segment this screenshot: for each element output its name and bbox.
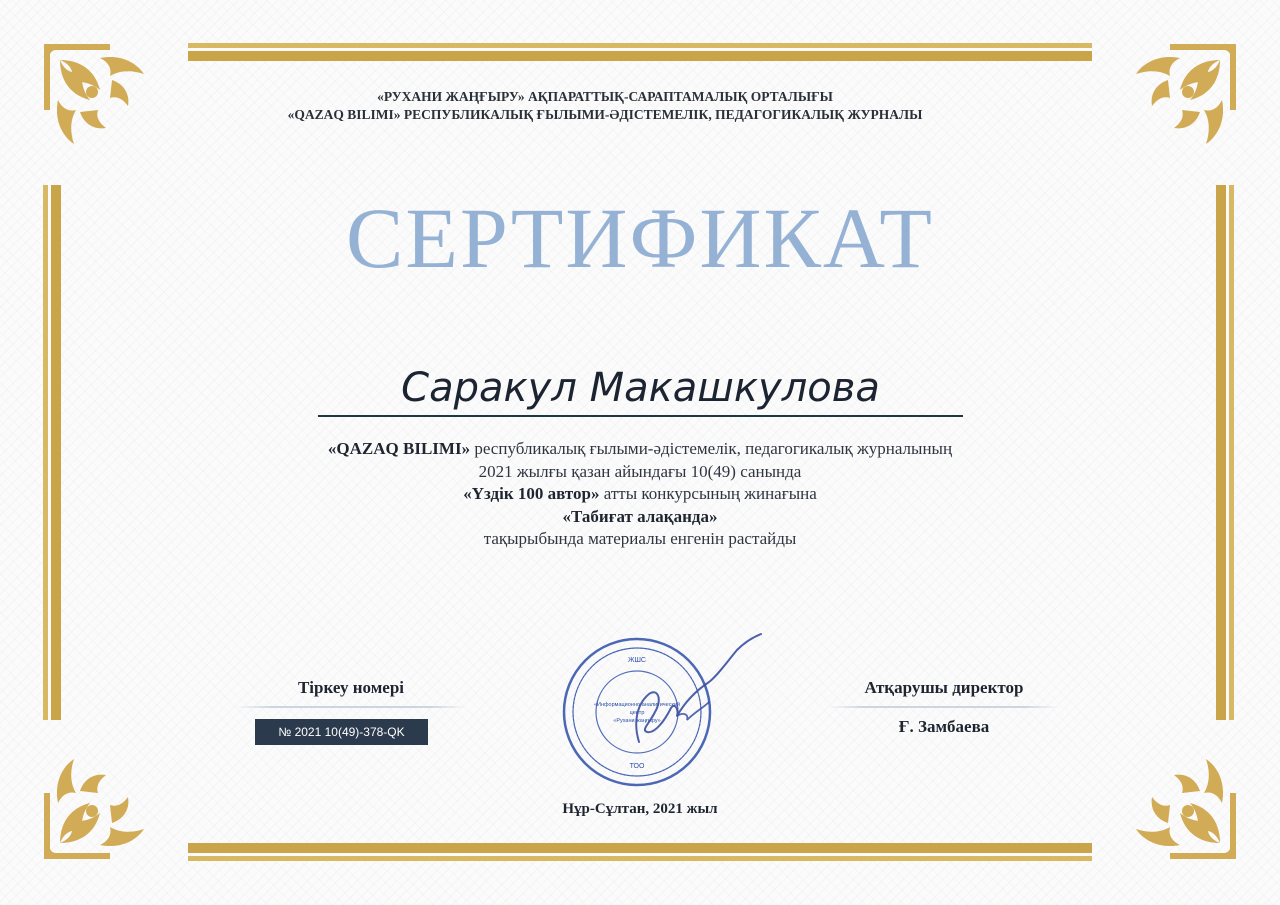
director-divider (828, 706, 1060, 708)
stamp-center-line-2: центр (629, 710, 645, 716)
recipient-name: Саракул Макашкулова (401, 365, 880, 411)
recipient-underline (318, 415, 963, 417)
registration-number-badge: № 2021 10(49)-378-QK (255, 719, 428, 745)
material-topic: «Табиғат алақанда» (562, 506, 718, 526)
frame-top-bar (188, 43, 1092, 61)
registration-divider (236, 706, 466, 708)
frame-bottom-bar (188, 843, 1092, 861)
contest-name: «Үздік 100 автор» (463, 484, 600, 503)
city-year: Нұр-Сұлтан, 2021 жыл (562, 801, 718, 817)
stamp-top-text: ЖШС (628, 657, 646, 664)
ornament-corner-icon (1115, 738, 1240, 863)
stamp-center-line-1: «Информационно-аналитический (593, 702, 681, 708)
org-line-1: «РУХАНИ ЖАҢҒЫРУ» АҚПАРАТТЫҚ-САРАПТАМАЛЫҚ ОРТАЛЫҒЫ (377, 89, 833, 104)
stamp-center-line-3: «Рухани жаңғыру» (613, 718, 661, 724)
registration-label: Тіркеу номері (297, 678, 405, 697)
body-line-3: «Үздік 100 автор» атты конкурсының жинағына (463, 484, 817, 503)
organization-header (180, 88, 1030, 124)
journal-name: «QAZAQ BILIMI» (327, 439, 471, 458)
body-line-2: 2021 жылғы қазан айындағы 10(49) санында (478, 461, 802, 481)
body-line-5: тақырыбында материалы енгенін растайды (483, 529, 797, 548)
body-line-4 (200, 506, 1080, 529)
ornament-corner-icon (1115, 40, 1240, 165)
official-stamp-icon (537, 632, 767, 792)
ornament-corner-icon (40, 40, 165, 165)
org-line-2: «QAZAQ BILIMI» РЕСПУБЛИКАЛЫҚ ҒЫЛЫМИ-ӘДІСТЕМЕЛІК, ПЕДАГОГИКАЛЫҚ ЖУРНАЛЫ (287, 107, 923, 122)
director-name: Ғ. Замбаева (898, 717, 990, 736)
ornament-corner-icon (40, 738, 165, 863)
certificate-body (200, 438, 1080, 551)
certificate-title: СЕРТИФИКАТ (346, 190, 934, 286)
stamp-bottom-text: ТОО (629, 763, 645, 770)
frame-right-bar (1216, 185, 1234, 720)
body-line-1: «QAZAQ BILIMI» республикалық ғылыми-әдістемелік, педагогикалық журналының (327, 439, 953, 458)
director-label: Атқарушы директор (864, 678, 1024, 697)
frame-left-bar (43, 185, 61, 720)
